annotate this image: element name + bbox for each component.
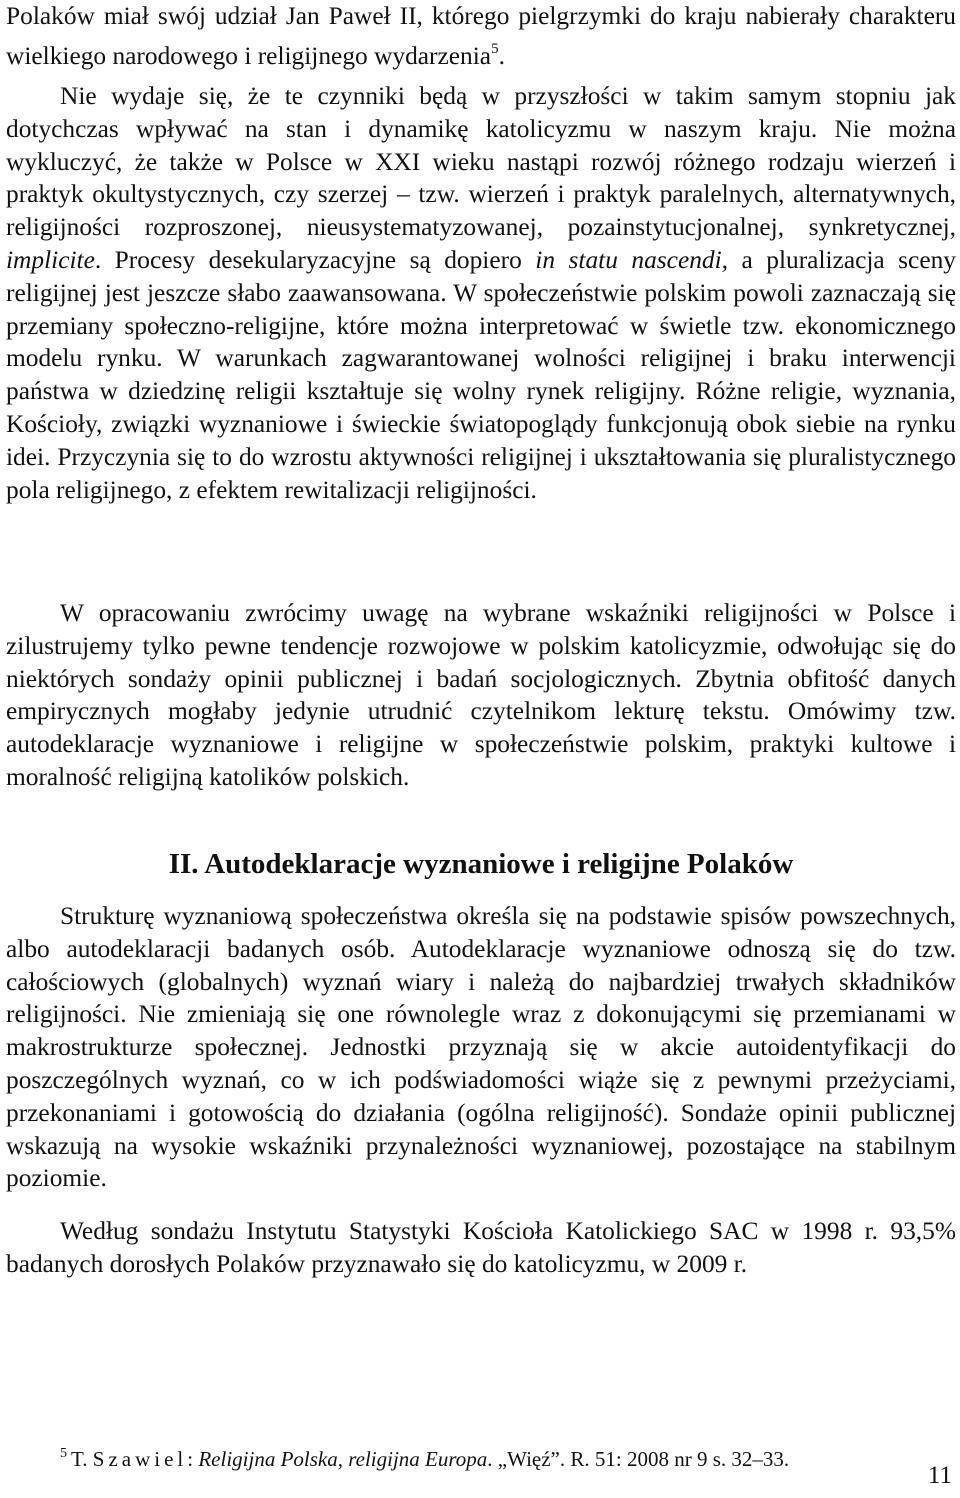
paragraph-2-text-c: a pluralizacja sceny religijnej jest jeszcze słabo zaawansowana. W społeczeństwie polskim powoli zaznaczają się przemiany społeczno-religijne, które można interpretować w świetle tzw. ekonomicznego modelu rynku. W warunkach zagwarantowanej wolności religijnej i braku interwencji państwa w dziedzinę religii kształtuje się wolny rynek religijny. Różne religie, wyznania, Kościoły, związki wyznaniowe i świeckie światopoglądy funkcjonują obok siebie na rynku idei. Przyczynia się to do wzrostu aktywności religijnej i ukształtowania się pluralistycznego pola religijnego, z efektem rewitalizacji religijności.: [6, 245, 956, 504]
paragraph-5: Według sondażu Instytutu Statystyki Kościoła Katolickiego SAC w 1998 r. 93,5% badanych dorosłych Polaków przyznawało się do katolicyzmu, w 2009 r.: [6, 1217, 956, 1278]
section-title: Autodeklaracje wyznaniowe i religijne Polaków: [204, 848, 794, 880]
footnote-colon: :: [187, 1447, 199, 1471]
footnote-mark: 5: [60, 1446, 67, 1461]
paragraph-2-text-a: Nie wydaje się, że te czynniki będą w przyszłości w takim samym stopniu jak dotychczas wpływać na stan i dynamikę katolicyzmu w naszym kraju. Nie można wykluczyć, że także w Polsce w XXI wieku nastąpi rozwój różnego rodzaju wierzeń i praktyk okultystycznych, czy szerzej – tzw. wierzeń i praktyk paralelnych, alternatywnych, religijności rozproszonej, nieusystematyzowanej, pozainstytucjonalnej, synkretycznej,: [6, 82, 956, 242]
footnote-reference-5[interactable]: 5: [491, 40, 499, 57]
document-page: [6, 0, 956, 1498]
paragraph-1: [6, 0, 956, 73]
footnote-author-initial: T.: [71, 1447, 93, 1471]
footnote-title: Religijna Polska, religijna Europa: [198, 1447, 488, 1471]
paragraph-1-text: Polaków miał swój udział Jan Paweł II, którego pielgrzymki do kraju nabierały charakteru wielkiego narodowego i religijnego wydarzenia: [6, 2, 956, 70]
paragraph-4: Strukturę wyznaniową społeczeństwa określa się na podstawie spisów powszechnych, albo autodeklaracji badanych osób. Autodeklaracje wyznaniowe odnoszą się do tzw. całościowych (globalnych) wyznań wiary i należą do najbardziej trwałych składników religijności. Nie zmieniają się one równolegle wraz z dokonującymi się przemianami w makrostrukturze społecznej. Jednostki przyznają się w akcie autoidentyfikacji do poszczególnych wyznań, co w ich podświadomości wiąże się z pewnymi przeżyciami, przekonaniami i gotowością do działania (ogólna religijność). Sondaże opinii publicznej wskazują na wysokie wskaźniki przynależności wyznaniowej, pozostające na stabilnym poziomie.: [6, 902, 956, 1193]
footnote-5: [60, 1440, 956, 1473]
footnote-author: Szawiel: [92, 1447, 188, 1471]
section-number: II.: [168, 848, 199, 880]
paragraph-2-text-b: . Procesy desekularyzacyjne są dopiero: [94, 245, 536, 274]
paragraph-3: W opracowaniu zwrócimy uwagę na wybrane wskaźniki religijności w Polsce i zilustrujemy tylko pewne tendencje rozwojowe w polskim katolicyzmie, odwołując się do niektórych sondaży opinii publicznej i badań socjologicznych. Zbytnia obfitość danych empirycznych mogłaby jedynie utrudnić czytelnikom lekturę tekstu. Omówimy tzw. autodeklaracje wyznaniowe i religijne w społeczeństwie polskim, praktyki kultowe i moralność religijną katolików polskich.: [6, 599, 956, 791]
paragraph-2-italic-in-statu-nascendi: in statu nascendi,: [535, 245, 729, 274]
paragraph-2: [6, 80, 956, 506]
section-heading: [6, 846, 956, 882]
footnote-source: . „Więź”. R. 51: 2008 nr 9 s. 32–33.: [487, 1447, 790, 1471]
paragraph-1-end: .: [498, 41, 505, 70]
page-number: 11: [927, 1462, 952, 1489]
paragraph-2-italic-implicite: implicite: [6, 245, 95, 274]
